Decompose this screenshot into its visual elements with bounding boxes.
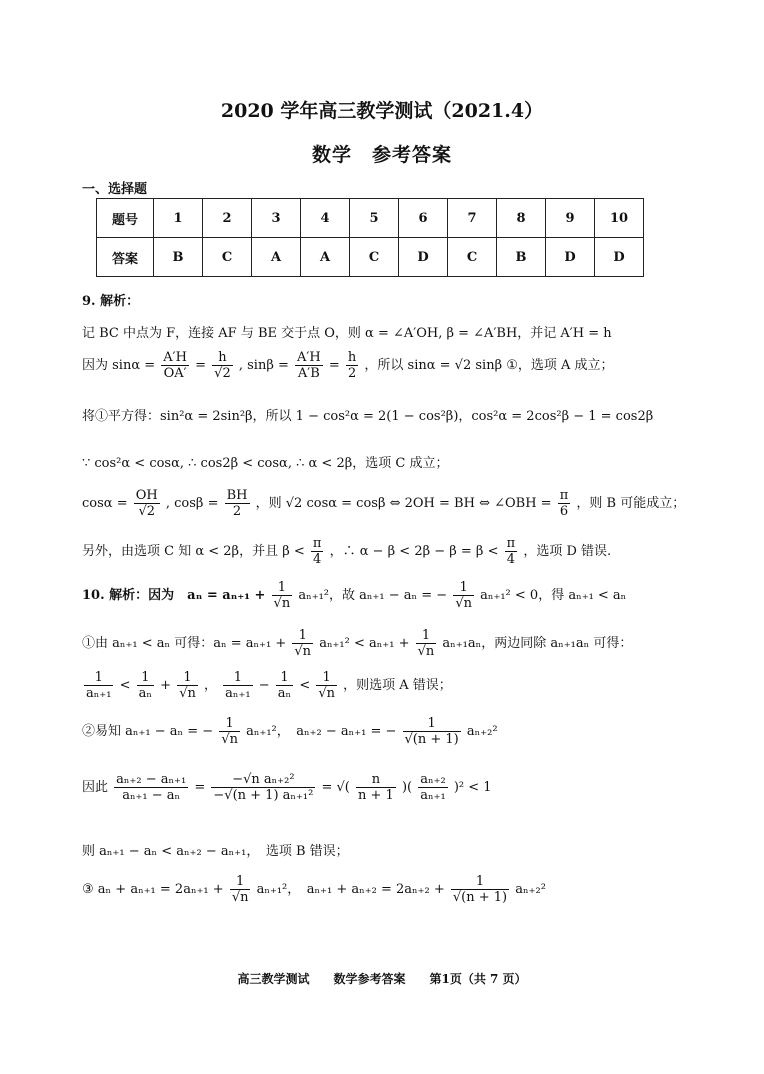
fraction-numerator: π [559, 488, 569, 503]
minus-sign: − [258, 678, 270, 693]
fraction-numerator: π [312, 536, 322, 551]
q10-l7-text-c: aₙ₊₂² [515, 882, 546, 897]
less-than-sign: < [299, 678, 311, 693]
fraction-denominator: aₙ₊₁ − aₙ [122, 788, 181, 803]
fraction-numerator: −√n aₙ₊₂² [211, 772, 315, 788]
q9-l5-text-c: ，则 √2 cosα = cosβ ⇔ 2OH = BH ⇔ ∠OBH = [255, 496, 552, 511]
row-label-question-number: 题号 [97, 199, 154, 238]
q9-l2-eq: = [328, 358, 340, 373]
fraction [356, 772, 396, 803]
fraction-numerator: π [506, 536, 516, 551]
fraction-numerator: A′H [297, 350, 321, 365]
q9-l2-text-a: 因为 sinα = [82, 358, 156, 373]
fraction [134, 488, 160, 519]
q10-l2-text-a: ①由 aₙ₊₁ < aₙ 可得：aₙ = aₙ₊₁ + [82, 636, 287, 651]
q9-line-6 [82, 536, 611, 567]
question-number-cell: 8 [497, 199, 546, 238]
fraction [177, 670, 198, 701]
question-number-cell: 6 [399, 199, 448, 238]
fraction-denominator: √(n + 1) [452, 890, 508, 905]
q10-l1-text-a: 10. 解析：因为 aₙ = aₙ₊₁ + [82, 588, 266, 603]
q10-l1-text-c: aₙ₊₁² < 0，得 aₙ₊₁ < aₙ [480, 588, 627, 603]
fraction-denominator: 2 [232, 504, 242, 519]
q9-heading: 9. 解析： [82, 294, 140, 309]
fraction-numerator: n [356, 772, 396, 788]
fraction-numerator: h [347, 350, 357, 365]
q10-line-6: 则 aₙ₊₁ − aₙ < aₙ₊₂ − aₙ₊₁， 选项 B 错误； [82, 844, 349, 859]
q9-l6-text-c: ，选项 D 错误. [523, 544, 612, 559]
fraction [453, 580, 474, 611]
answer-cell: D [399, 238, 448, 277]
q9-l5-text-d: ，则 B 可能成立； [576, 496, 686, 511]
equals-sign: = [194, 780, 206, 795]
fraction-denominator: √n [294, 644, 312, 659]
question-number-cell: 4 [301, 199, 350, 238]
q9-line-4: ∵ cos²α < cosα, ∴ cos2β < cosα, ∴ α < 2β，选项 C 成立； [82, 456, 449, 471]
fraction-denominator: √2 [214, 366, 231, 381]
fraction-denominator: n + 1 [358, 788, 394, 803]
question-number-cell: 2 [203, 199, 252, 238]
q10-line-4 [82, 716, 498, 747]
question-number-cell: 1 [154, 199, 203, 238]
answer-cell: B [154, 238, 203, 277]
q10-l5-end: )² < 1 [453, 780, 492, 795]
question-number-cell: 3 [252, 199, 301, 238]
fraction-denominator: 2 [347, 366, 357, 381]
answer-cell: C [350, 238, 399, 277]
fraction [292, 628, 313, 659]
fraction-numerator: A′H [163, 350, 187, 365]
comma: ， [204, 678, 218, 693]
q10-line-5 [82, 772, 492, 803]
fraction-denominator: √n [417, 644, 435, 659]
q9-l5-text-b: , cosβ = [165, 496, 219, 511]
q9-line-1: 记 BC 中点为 F，连接 AF 与 BE 交于点 O，则 α = ∠A′OH, β = ∠A′BH，并记 A′H = h [82, 326, 612, 341]
fraction [558, 488, 571, 519]
q9-line-2 [82, 350, 614, 381]
answer-table-row-answers [97, 238, 644, 277]
fraction [84, 670, 113, 701]
q10-l7-text-a: ③ aₙ + aₙ₊₁ = 2aₙ₊₁ + [82, 882, 224, 897]
q10-l3-end: ，则选项 A 错误； [343, 678, 452, 693]
fraction-numerator: 1 [416, 628, 437, 644]
fraction-denominator: aₙ [277, 686, 292, 701]
q9-l5-text-a: cosα = [82, 496, 128, 511]
fraction-numerator: 1 [84, 670, 113, 686]
fraction [272, 580, 293, 611]
fraction [316, 670, 337, 701]
q10-line-3 [82, 670, 452, 701]
fraction-denominator: √(n + 1) [404, 732, 459, 747]
q9-l2-text-b: , sinβ = [238, 358, 289, 373]
fraction [219, 716, 240, 747]
fraction [223, 670, 252, 701]
fraction-denominator: √n [179, 686, 196, 701]
fraction-numerator: 1 [276, 670, 293, 686]
plus-sign: + [160, 678, 172, 693]
fraction-numerator: h [212, 350, 233, 366]
fraction [295, 350, 323, 381]
fraction-numerator: OH [135, 488, 158, 503]
answer-cell: C [448, 238, 497, 277]
fraction-denominator: √n [455, 596, 472, 611]
fraction-numerator: BH [226, 488, 248, 503]
answer-cell: A [301, 238, 350, 277]
fraction-numerator: aₙ₊₂ − aₙ₊₁ [116, 772, 187, 787]
fraction-numerator: 1 [219, 716, 240, 732]
fraction-numerator: 1 [451, 874, 509, 890]
fraction [276, 670, 293, 701]
fraction-denominator: √n [318, 686, 336, 701]
fraction-numerator: 1 [223, 670, 252, 686]
section-heading-choice: 一、选择题 [82, 182, 148, 197]
answer-cell: C [203, 238, 252, 277]
q10-l1-text-b: aₙ₊₁²，故 aₙ₊₁ − aₙ = − [298, 588, 448, 603]
q9-line-5 [82, 488, 685, 519]
question-number-cell: 9 [546, 199, 595, 238]
answer-cell: D [595, 238, 644, 277]
fraction-numerator: 1 [230, 874, 251, 890]
less-than-sign: < [119, 678, 131, 693]
fraction-denominator: −√(n + 1) aₙ₊₁² [213, 788, 314, 803]
q10-line-1 [82, 580, 626, 611]
fraction-numerator: 1 [137, 670, 154, 686]
fraction [346, 350, 358, 381]
fraction-numerator: 1 [272, 580, 293, 596]
fraction [225, 488, 250, 519]
fraction [211, 772, 315, 803]
fraction-denominator: 6 [559, 504, 569, 519]
q10-l2-text-c: aₙ₊₁aₙ，两边同除 aₙ₊₁aₙ 可得： [442, 636, 633, 651]
fraction-denominator: aₙ [138, 686, 153, 701]
fraction [403, 716, 461, 747]
q10-l5-eq2: = √( [321, 780, 350, 795]
question-number-cell: 7 [448, 199, 497, 238]
q9-l6-text-a: 另外，由选项 C 知 α < 2β，并且 β < [82, 544, 305, 559]
fraction-denominator: 4 [506, 552, 516, 567]
fraction [418, 772, 447, 803]
fraction-denominator: OA′ [163, 366, 187, 381]
fraction-numerator: aₙ₊₂ [420, 772, 446, 787]
fraction-denominator: aₙ₊₁ [225, 686, 251, 701]
fraction [161, 350, 189, 381]
fraction-denominator: √n [273, 596, 291, 611]
q10-l2-text-b: aₙ₊₁² < aₙ₊₁ + [319, 636, 410, 651]
fraction [311, 536, 324, 567]
fraction-denominator: √n [221, 732, 238, 747]
fraction [505, 536, 518, 567]
fraction [451, 874, 509, 905]
q10-l4-text-b: aₙ₊₁²， aₙ₊₂ − aₙ₊₁ = − [246, 724, 397, 739]
q9-line-3: 将①平方得：sin²α = 2sin²β，所以 1 − cos²α = 2(1 − cos²β)，cos²α = 2cos²β − 1 = cos2β [82, 409, 654, 424]
q10-l4-text-a: ②易知 aₙ₊₁ − aₙ = − [82, 724, 214, 739]
answer-table-row-numbers [97, 199, 644, 238]
q10-line-7 [82, 874, 546, 905]
q10-l5-mid: )( [401, 780, 413, 795]
fraction-denominator: 4 [313, 552, 322, 567]
document-subtitle: 数学 参考答案 [311, 144, 452, 166]
fraction [137, 670, 154, 701]
q10-line-2 [82, 628, 632, 659]
fraction-numerator: 1 [177, 670, 198, 686]
q10-l4-text-c: aₙ₊₂² [466, 724, 498, 739]
fraction-denominator: aₙ₊₁ [86, 686, 112, 701]
fraction-numerator: 1 [316, 670, 337, 686]
fraction-numerator: 1 [453, 580, 474, 596]
q9-l2-text-c: ，所以 sinα = √2 sinβ ①，选项 A 成立； [364, 358, 614, 373]
q10-l7-text-b: aₙ₊₁²， aₙ₊₁ + aₙ₊₂ = 2aₙ₊₂ + [256, 882, 445, 897]
page-footer: 高三教学测试 数学参考答案 第1页（共 7 页） [237, 972, 527, 986]
fraction-numerator: 1 [292, 628, 313, 644]
document-title: 2020 学年高三教学测试（2021.4） [220, 100, 544, 122]
fraction-denominator: A′B [297, 366, 320, 381]
q9-l2-eq: = [195, 358, 207, 373]
fraction-denominator: √2 [138, 504, 156, 519]
answer-table [96, 198, 644, 277]
question-number-cell: 10 [595, 199, 644, 238]
fraction-numerator: 1 [403, 716, 461, 732]
answer-cell: D [546, 238, 595, 277]
row-label-answer: 答案 [97, 238, 154, 277]
fraction [212, 350, 233, 381]
q10-l5-text-a: 因此 [82, 780, 109, 795]
fraction [114, 772, 188, 803]
fraction [230, 874, 251, 905]
fraction-denominator: √n [231, 890, 249, 905]
q9-l6-text-b: ，∴ α − β < 2β − β = β < [329, 544, 499, 559]
fraction [416, 628, 437, 659]
answer-cell: A [252, 238, 301, 277]
answer-cell: B [497, 238, 546, 277]
question-number-cell: 5 [350, 199, 399, 238]
fraction-denominator: aₙ₊₁ [420, 788, 446, 803]
